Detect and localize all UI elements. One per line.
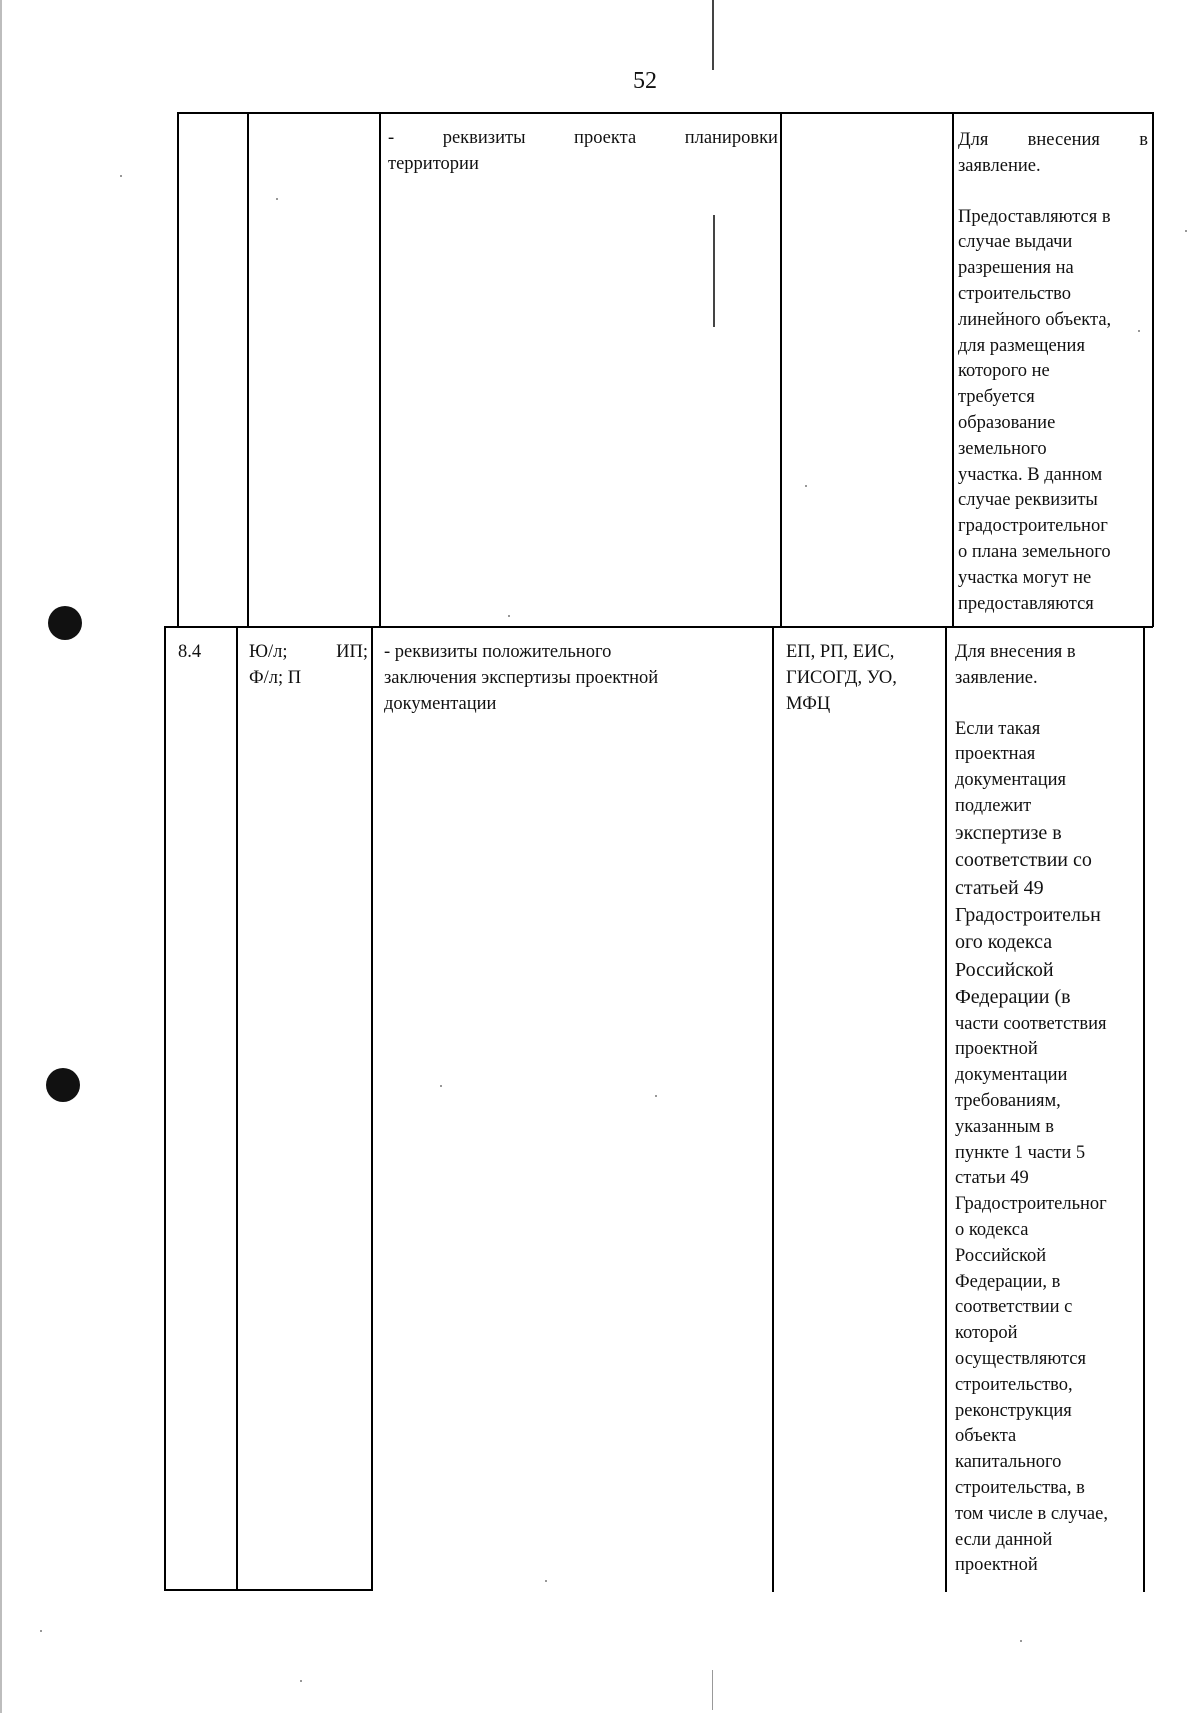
note-line: реконструкция: [955, 1400, 1072, 1421]
table-border-left-lower: [164, 626, 166, 1590]
table-bottom-partial: [164, 1589, 373, 1591]
note-line: случае выдачи: [958, 232, 1073, 253]
scan-speck: [545, 1580, 547, 1582]
note-line: которой: [955, 1323, 1018, 1344]
table-divider-col3-lower: [772, 626, 774, 1592]
note-line: которого не: [958, 361, 1050, 382]
note-line: о кодекса: [955, 1220, 1029, 1240]
item-word: планировки: [684, 128, 778, 148]
item-word: -: [388, 128, 395, 148]
table-divider-col1: [247, 112, 249, 627]
applicant-word: ИП;: [336, 642, 368, 662]
applicant-types-cell: [249, 640, 368, 692]
table-border-left: [177, 112, 179, 627]
note-line: случае реквизиты: [958, 490, 1098, 511]
note-line: Градостроительн: [955, 904, 1101, 926]
note-word: Для: [958, 130, 989, 150]
table-row-divider-ext: [164, 626, 178, 628]
top-row-item-line-1: [388, 126, 778, 152]
note-line: указанным в: [955, 1116, 1054, 1137]
top-row-note-cell: [958, 128, 1148, 617]
scan-speck: [655, 1095, 657, 1097]
note-line: документация: [955, 770, 1067, 791]
row-84-note-cell: [955, 640, 1143, 1579]
table-divider-col4-lower: [945, 626, 947, 1592]
note-line: подлежит: [955, 795, 1032, 816]
scan-artifact-line: [713, 215, 715, 327]
note-line: заявление.: [955, 667, 1038, 688]
item-word: реквизиты: [442, 128, 526, 148]
scan-left-edge: [0, 0, 2, 1713]
applicant-word: Ю/л;: [249, 642, 288, 662]
scan-speck: [1185, 230, 1187, 232]
note-line: объекта: [955, 1426, 1017, 1447]
scan-artifact-line: [712, 1670, 713, 1710]
scan-speck: [276, 198, 278, 200]
item-line: документации: [384, 693, 497, 714]
item-word: проекта: [574, 128, 637, 148]
note-line: статьи 49: [955, 1168, 1029, 1189]
note-line: разрешения на: [958, 258, 1074, 279]
punch-hole-mark: [48, 606, 82, 640]
table-border-right-lower: [1143, 626, 1145, 1592]
note-line: Градостроительног: [955, 1194, 1107, 1215]
scan-speck: [120, 175, 122, 177]
note-line: линейного объекта,: [958, 309, 1112, 330]
note-line: предоставляются: [958, 593, 1094, 614]
table-divider-col3: [780, 112, 782, 627]
scan-artifact-line: [712, 0, 714, 70]
note-line: капитального: [955, 1452, 1062, 1473]
note-word: внесения: [1027, 130, 1100, 150]
note-line: требуется: [958, 387, 1035, 408]
scan-speck: [508, 615, 510, 617]
table-divider-col4: [952, 112, 954, 627]
note-line: соответствии со: [955, 849, 1092, 872]
note-line: строительство,: [955, 1374, 1073, 1395]
item-line: заключения экспертизы проектной: [384, 667, 659, 688]
note-line: проектной: [955, 1039, 1038, 1060]
scan-speck: [40, 1630, 42, 1632]
applicant-line-1: [249, 640, 368, 666]
note-line: статьей 49: [955, 876, 1044, 899]
note-line: соответствии с: [955, 1297, 1073, 1318]
note-word: в: [1139, 130, 1148, 150]
scan-speck: [1020, 1640, 1022, 1642]
note-line: экспертизе в: [955, 821, 1062, 844]
table-divider-col2-lower: [371, 626, 373, 1590]
source-line: ГИСОГД, УО,: [786, 667, 897, 688]
note-line: строительство: [958, 283, 1072, 304]
row-84-item-cell: [384, 640, 769, 717]
table-divider-col2: [379, 112, 381, 627]
top-row-item-line-2: территории: [388, 153, 479, 174]
table-divider-col1-lower: [236, 626, 238, 1590]
note-line: осуществляются: [955, 1348, 1086, 1369]
page-number: 52: [633, 68, 657, 94]
note-line: для размещения: [958, 335, 1085, 356]
note-line: Федерации (в: [955, 986, 1071, 1009]
note-line: строительства, в: [955, 1477, 1085, 1498]
item-line: - реквизиты положительного: [384, 642, 612, 662]
note-line: проектной: [955, 1555, 1038, 1576]
note-line: документации: [955, 1065, 1068, 1086]
note-line: части соответствия: [955, 1013, 1107, 1034]
scan-speck: [440, 1085, 442, 1087]
note-line: земельного: [958, 438, 1047, 459]
note-line: если данной: [955, 1529, 1053, 1550]
note-line: Российской: [955, 958, 1054, 981]
applicant-line-2: Ф/л; П: [249, 667, 302, 688]
scan-speck: [300, 1680, 302, 1682]
punch-hole-mark: [46, 1068, 80, 1102]
note-line: требованиям,: [955, 1091, 1061, 1112]
top-row-item-cell: [388, 126, 778, 178]
note-line: пункте 1 части 5: [955, 1142, 1086, 1163]
note-line: о плана земельного: [958, 541, 1111, 562]
note-line: Российской: [955, 1245, 1047, 1266]
note-line: Предоставляются в: [958, 206, 1111, 227]
row-number: 8.4: [178, 642, 202, 662]
note-line: том числе в случае,: [955, 1503, 1108, 1524]
note-line: участка могут не: [958, 567, 1092, 588]
note-line: участка. В данном: [958, 464, 1103, 485]
note-line: проектная: [955, 744, 1036, 765]
row-84-sources-cell: [786, 640, 944, 717]
note-line: заявление.: [958, 155, 1041, 176]
note-line: градостроительног: [958, 516, 1108, 537]
note-line: Для внесения в: [955, 642, 1076, 662]
source-line: ЕП, РП, ЕИС,: [786, 642, 895, 662]
table-row-divider: [177, 626, 1153, 628]
scan-speck: [805, 485, 807, 487]
note-line: Если такая: [955, 718, 1041, 739]
top-row-note-line-1: [958, 128, 1148, 154]
note-line: Федерации, в: [955, 1271, 1061, 1292]
table-border-top: [177, 112, 1153, 114]
note-line: образование: [958, 412, 1056, 433]
source-line: МФЦ: [786, 693, 831, 714]
table-border-right: [1152, 112, 1154, 627]
note-line: ого кодекса: [955, 931, 1053, 954]
